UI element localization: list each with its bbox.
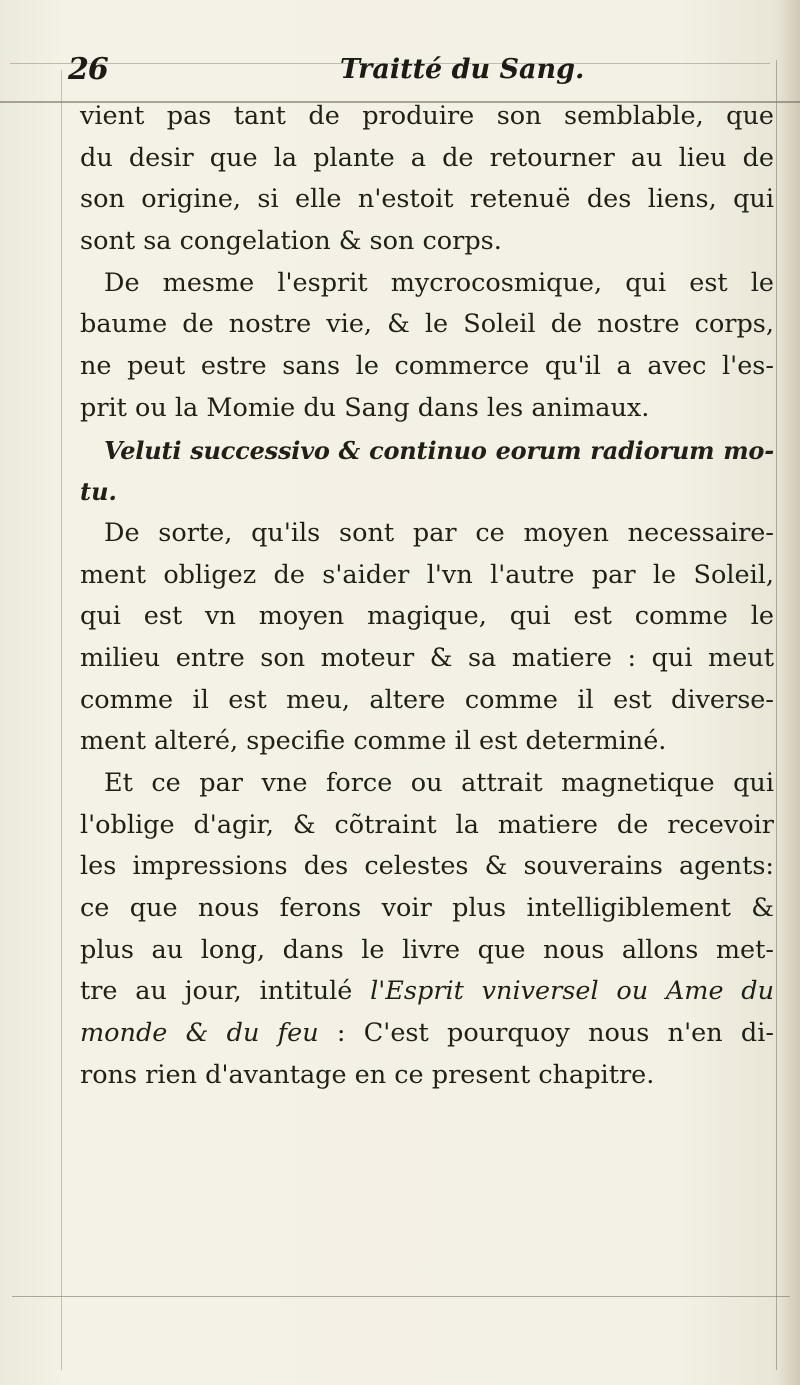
bottom-rule <box>12 1296 790 1297</box>
text-line: plus au long, dans le livre que nous allons met- <box>80 934 774 965</box>
text-line: ment obligez de s'aider l'vn l'autre par le Soleil, <box>80 559 774 590</box>
text-line: milieu entre son moteur & sa matiere : qui meut <box>80 642 774 673</box>
text-line: rons rien d'avantage en ce present chapitre. <box>80 1059 655 1090</box>
book-title-italic: monde & du feu <box>80 1018 319 1049</box>
text-line: ne peut estre sans le commerce qu'il a avec l'es- <box>80 351 774 382</box>
text-line: qui est vn moyen magique, qui est comme le <box>80 601 774 632</box>
text-segment: tre au jour, intitulé <box>80 976 353 1007</box>
book-title-italic: l'Esprit vniversel ou Ame du <box>370 976 775 1007</box>
text-line: De mesme l'esprit mycrocosmique, qui est le <box>104 267 774 298</box>
text-block <box>80 96 774 1097</box>
running-head <box>68 52 768 92</box>
text-line: sont sa congelation & son corps. <box>80 226 502 257</box>
text-line: Et ce par vne force ou attrait magnetique qui <box>104 768 774 798</box>
latin-quote-line: tu. <box>80 477 117 507</box>
right-margin-line <box>776 60 777 1370</box>
text-line: du desir que la plante a de retourner au lieu de <box>80 142 774 173</box>
running-title: Traitté du Sang. <box>340 54 585 85</box>
text-line: son origine, si elle n'estoit retenuë des liens, qui <box>80 184 774 215</box>
text-line: ment alteré, specifie comme il est determiné. <box>80 726 667 757</box>
text-line: prit ou la Momie du Sang dans les animaux. <box>80 392 650 423</box>
text-line <box>80 971 774 1013</box>
text-line: De sorte, qu'ils sont par ce moyen necessaire- <box>104 517 774 548</box>
text-line: vient pas tant de produire son semblable, que <box>80 101 774 131</box>
text-line: l'oblige d'agir, & cõtraint la matiere de recevoir <box>80 809 774 840</box>
left-margin-line <box>61 70 62 1370</box>
page-number: 26 <box>68 52 108 87</box>
latin-quote-line: Veluti successivo & continuo eorum radiorum mo- <box>104 435 774 465</box>
text-line: baume de nostre vie, & le Soleil de nostre corps, <box>80 309 774 340</box>
text-line: ce que nous ferons voir plus intelligiblement & <box>80 893 774 924</box>
text-line <box>80 1013 774 1055</box>
text-line: comme il est meu, altere comme il est diverse- <box>80 684 774 715</box>
text-segment: : C'est pourquoy nous n'en di- <box>336 1018 775 1049</box>
text-line: les impressions des celestes & souverains agents: <box>80 851 774 882</box>
